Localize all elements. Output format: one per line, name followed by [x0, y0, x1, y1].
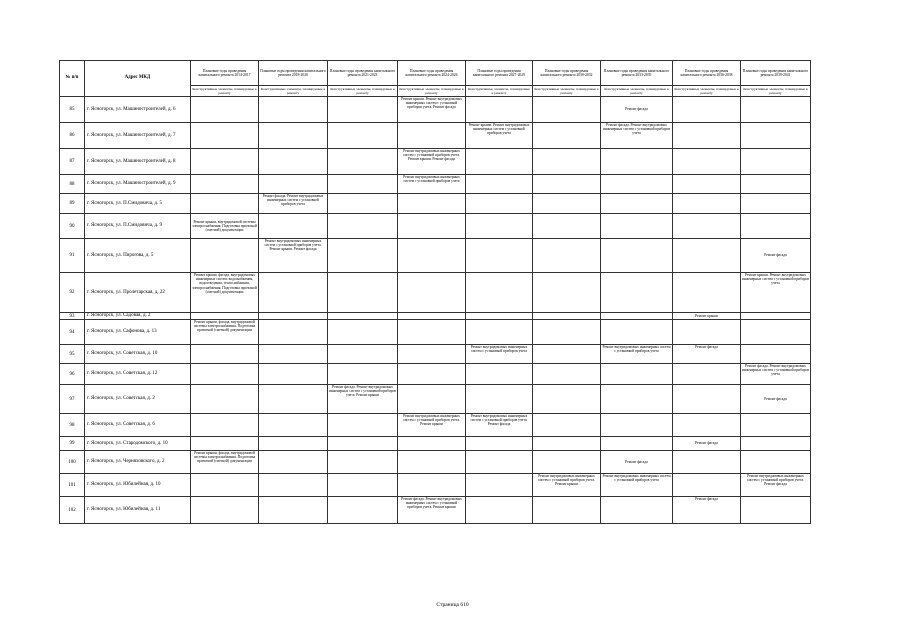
work-cell [741, 451, 811, 474]
row-address: г. Ясногорск, ул. Юбилейная, д. 11 [85, 497, 191, 524]
page-footer: Страница 610 [436, 602, 469, 608]
work-cell [259, 123, 328, 149]
work-cell [191, 239, 259, 273]
work-cell [533, 497, 601, 524]
table-row [60, 123, 811, 149]
period-header: Плановые годы проведения капитального ремонта 2021-2023 [328, 61, 398, 86]
row-address: г. Ясногорск, ул. Сафонова, д. 13 [85, 320, 191, 345]
work-cell [328, 97, 398, 123]
work-cell [191, 149, 259, 175]
work-cell [673, 175, 741, 194]
work-cell [673, 123, 741, 149]
table-row [60, 194, 811, 214]
work-cell [741, 214, 811, 239]
work-cell: Ремонт крыши, фасада, внутридомовых инженерных систем: водоснабжения, водоотведения, теплоснабжения, электроснабжения. Подготовка проектной (сметной) документации [191, 273, 259, 313]
work-cell [533, 385, 601, 414]
work-cell [259, 149, 328, 175]
work-cell [398, 364, 466, 385]
work-cell [328, 474, 398, 497]
work-cell [673, 451, 741, 474]
work-cell [328, 239, 398, 273]
work-cell [328, 313, 398, 320]
subheader-cell: Конструктивные элементы, планируемые к ремонту [192, 87, 257, 95]
work-cell [398, 313, 466, 320]
work-cell: Ремонт фасада [601, 451, 673, 474]
row-number: 89 [60, 194, 85, 214]
work-cell [259, 414, 328, 437]
work-cell: Ремонт внутридомовых инженерных систем с установкой приборов учета. Ремонт крыши [398, 414, 466, 437]
work-cell: Ремонт внутридомовых инженерных систем с установкой приборов учета. Ремонт фасада [741, 474, 811, 497]
table-row [60, 149, 811, 175]
work-cell [673, 364, 741, 385]
work-cell [328, 149, 398, 175]
table-row [60, 437, 811, 451]
work-cell [533, 97, 601, 123]
work-cell [673, 97, 741, 123]
row-number: 86 [60, 123, 85, 149]
row-number: 102 [60, 497, 85, 524]
work-cell [328, 364, 398, 385]
work-cell: Ремонт крыши, фасада, внутридомовой системы электроснабжения. Подготовка проектной (сметной) документации [191, 451, 259, 474]
work-cell [191, 437, 259, 451]
row-address: г. Ясногорск, ул. Черняховского, д. 2 [85, 451, 191, 474]
work-cell [741, 313, 811, 320]
work-cell: Ремонт фасада [673, 345, 741, 364]
period-header: Плановые годы проведения капитального ремонта 2039-2041 [741, 61, 811, 86]
table-row [60, 239, 811, 273]
row-number: 87 [60, 149, 85, 175]
row-number: 98 [60, 414, 85, 437]
work-cell [328, 345, 398, 364]
work-cell [398, 123, 466, 149]
work-cell [601, 239, 673, 273]
work-cell [259, 497, 328, 524]
table-row [60, 313, 811, 320]
row-number: 88 [60, 175, 85, 194]
work-cell [741, 149, 811, 175]
work-cell: Ремонт внутридомовых инженерных систем с установкой приборов учета. Ремонт крыши. Ремонт фасада [259, 239, 328, 273]
work-cell [673, 474, 741, 497]
work-cell [191, 497, 259, 524]
work-cell: Ремонт крыши. Ремонт внутридомовых инженерных систем с установкой приборов учета [466, 123, 533, 149]
work-cell [601, 385, 673, 414]
work-cell [673, 320, 741, 345]
period-header: Плановые годы проведения капитального ремонта 2036-2038 [673, 61, 741, 86]
row-address: г. Ясногорск, ул. Садовая, д. 2 [85, 313, 191, 320]
work-cell [533, 194, 601, 214]
work-cell: Ремонт фасада. Ремонт внутридомовых инженерных систем с установкой приборов учета [601, 123, 673, 149]
work-cell [533, 149, 601, 175]
row-number: 92 [60, 273, 85, 313]
work-cell [398, 239, 466, 273]
work-cell: Ремонт фасада [741, 385, 811, 414]
work-cell: Ремонт фасада [741, 239, 811, 273]
work-cell: Ремонт крыши. Ремонт внутридомовых инженерных систем с установкой приборов учета [741, 273, 811, 313]
table-row [60, 214, 811, 239]
work-cell: Ремонт фасада. Ремонт внутридомовых инженерных систем с установкой приборов учета [741, 364, 811, 385]
table-row [60, 97, 811, 123]
work-cell: Ремонт фасада [673, 437, 741, 451]
work-cell: Ремонт внутридомовых инженерных систем с установкой приборов учета [466, 345, 533, 364]
work-cell [673, 239, 741, 273]
row-number: 96 [60, 364, 85, 385]
work-cell: Ремонт фасада. Ремонт внутридомовых инженерных систем с установкой приборов учета [259, 194, 328, 214]
work-cell [191, 364, 259, 385]
work-cell [673, 149, 741, 175]
work-cell [328, 123, 398, 149]
work-cell [191, 474, 259, 497]
work-cell [533, 364, 601, 385]
work-cell: Ремонт фасада [673, 497, 741, 524]
work-cell [259, 273, 328, 313]
subheader-cell: Конструктивные элементы, планируемые к ремонту [741, 86, 811, 97]
work-cell [741, 345, 811, 364]
work-cell [533, 214, 601, 239]
subheader-cell: Конструктивные элементы, планируемые к ремонту [534, 87, 599, 95]
row-address: г. Ясногорск, ул. Юбилейная, д. 10 [85, 474, 191, 497]
work-cell [466, 451, 533, 474]
work-cell [673, 194, 741, 214]
work-cell [601, 175, 673, 194]
work-cell [328, 414, 398, 437]
row-number: 95 [60, 345, 85, 364]
work-cell [741, 320, 811, 345]
work-cell [673, 273, 741, 313]
subheader-cell: Конструктивные элементы, планируемые к ремонту [399, 87, 464, 95]
work-cell [398, 474, 466, 497]
work-cell [741, 175, 811, 194]
table-row [60, 320, 811, 345]
table-row [60, 385, 811, 414]
work-cell [673, 385, 741, 414]
work-cell [398, 385, 466, 414]
table-row [60, 273, 811, 313]
work-cell: Ремонт внутридомовых инженерных систем с установкой приборов учета. Ремонт фасада [466, 414, 533, 437]
table-row [60, 451, 811, 474]
work-cell [328, 437, 398, 451]
work-cell [259, 214, 328, 239]
row-address: г. Ясногорск, ул. Машиностроителей, д. 8 [85, 149, 191, 175]
work-cell: Ремонт крыши. Ремонт внутридомовых инженерных систем с установкой приборов учета. Ремонт фасада [398, 97, 466, 123]
work-cell [191, 175, 259, 194]
row-address: г. Ясногорск, ул. Пролетарская, д. 22 [85, 273, 191, 313]
work-cell [601, 497, 673, 524]
subheader-cell: Конструктивные элементы, планируемые к ремонту [328, 86, 398, 97]
work-cell [533, 175, 601, 194]
work-cell [601, 437, 673, 451]
work-cell: Ремонт фасада. Ремонт внутридомовых инженерных систем с установкой приборов учета. Ремонт крыши [328, 385, 398, 414]
work-cell [741, 97, 811, 123]
work-cell [673, 214, 741, 239]
work-cell [741, 194, 811, 214]
work-cell [466, 273, 533, 313]
work-cell [673, 414, 741, 437]
document-table [59, 60, 811, 524]
work-cell [466, 175, 533, 194]
row-address: г. Ясногорск, ул. Машиностроителей, д. 9 [85, 175, 191, 194]
work-cell [533, 239, 601, 273]
period-header: Плановые годы проведения капитального ремонта 2030-2032 [533, 61, 601, 86]
row-number: 99 [60, 437, 85, 451]
period-header: Плановые годы проведения капитального ремонта 2024-2026 [398, 61, 466, 86]
work-cell [466, 437, 533, 451]
row-number: 97 [60, 385, 85, 414]
work-cell: Ремонт внутридомовых инженерных систем с установкой приборов учета. Ремонт крыши [533, 474, 601, 497]
work-cell [533, 345, 601, 364]
work-cell [259, 451, 328, 474]
work-cell [191, 385, 259, 414]
work-cell: Ремонт крыши, фасада, внутридомовой системы электроснабжения. Подготовка проектной (сметной) документации [191, 320, 259, 345]
work-cell: Ремонт внутридомовых инженерных систем с установкой приборов учета [398, 175, 466, 194]
work-cell [259, 385, 328, 414]
work-cell [259, 97, 328, 123]
work-cell [328, 451, 398, 474]
work-cell [601, 364, 673, 385]
work-cell: Ремонт внутридомовых инженерных систем с установкой приборов учета [601, 474, 673, 497]
row-number: 85 [60, 97, 85, 123]
work-cell [398, 194, 466, 214]
work-cell [466, 97, 533, 123]
work-cell [259, 313, 328, 320]
work-cell [741, 123, 811, 149]
row-address: г. Ясногорск, ул. Машиностроителей, д. 6 [85, 97, 191, 123]
work-cell [259, 175, 328, 194]
work-cell: Ремонт фасада. Ремонт внутридомовых инженерных систем с установкой приборов учета. Ремонт крыши [398, 497, 466, 524]
row-address: г. Ясногорск, ул. П.Смидовича, д. 5 [85, 194, 191, 214]
row-number: 93 [60, 313, 85, 320]
subheader-cell: Конструктивные элементы, планируемые к ремонту [601, 86, 673, 97]
work-cell [328, 214, 398, 239]
col-address-header: Адрес МКД [85, 61, 191, 97]
subheader-cell: Конструктивные элементы, планируемые к ремонту [259, 86, 328, 97]
work-cell [191, 313, 259, 320]
work-cell [741, 437, 811, 451]
work-cell [601, 414, 673, 437]
table-row [60, 474, 811, 497]
work-cell [466, 320, 533, 345]
work-cell [601, 320, 673, 345]
table-row [60, 364, 811, 385]
work-cell [328, 175, 398, 194]
work-cell [398, 451, 466, 474]
work-cell [328, 320, 398, 345]
row-address: г. Ясногорск, ул. Советская, д. 6 [85, 414, 191, 437]
row-address: г. Ясногорск, ул. Пирогова, д. 5 [85, 239, 191, 273]
row-address: г. Ясногорск, ул. Машиностроителей, д. 7 [85, 123, 191, 149]
work-cell [191, 345, 259, 364]
work-cell [398, 273, 466, 313]
work-cell [466, 313, 533, 320]
work-cell [466, 497, 533, 524]
work-cell [601, 194, 673, 214]
table-row [60, 345, 811, 364]
row-number: 94 [60, 320, 85, 345]
row-number: 100 [60, 451, 85, 474]
work-cell [466, 194, 533, 214]
work-cell [533, 123, 601, 149]
work-cell [328, 497, 398, 524]
work-cell [741, 414, 811, 437]
row-number: 101 [60, 474, 85, 497]
work-cell [259, 474, 328, 497]
subheader-cell: Конструктивные элементы, планируемые к ремонту [674, 87, 739, 95]
work-cell [328, 273, 398, 313]
row-address: г. Ясногорск, ул. П.Смидовича, д. 9 [85, 214, 191, 239]
row-address: г. Ясногорск, ул. Советская, д. 10 [85, 345, 191, 364]
work-cell [259, 320, 328, 345]
work-cell: Ремонт крыши [673, 313, 741, 320]
period-header: Плановые годы проведения капитального ремонта 2018-2020 [259, 61, 328, 86]
work-cell: Ремонт фасада [601, 97, 673, 123]
work-cell [398, 320, 466, 345]
period-header: Плановые годы проведения капитального ремонта 2014-2017 [191, 61, 259, 86]
row-number: 90 [60, 214, 85, 239]
row-number: 91 [60, 239, 85, 273]
work-cell [601, 149, 673, 175]
work-cell [533, 451, 601, 474]
work-cell [533, 414, 601, 437]
col-num-header: № п/п [60, 61, 85, 97]
subheader-cell: Конструктивные элементы, планируемые к ремонту [466, 86, 533, 97]
work-cell [398, 437, 466, 451]
work-cell [191, 123, 259, 149]
work-cell: Ремонт внутридомовых инженерных систем с установкой приборов учета. Ремонт крыши. Ремонт фасада [398, 149, 466, 175]
period-header: Плановые годы проведения капитального ремонта 2027-2029 [466, 61, 533, 86]
row-address: г. Ясногорск, ул. Советская, д. 2 [85, 385, 191, 414]
table-row [60, 414, 811, 437]
work-cell [398, 345, 466, 364]
work-cell [466, 364, 533, 385]
work-cell [466, 385, 533, 414]
work-cell [259, 364, 328, 385]
work-cell [533, 273, 601, 313]
work-cell [191, 194, 259, 214]
work-cell: Ремонт внутридомовых инженерных систем с установкой приборов учета [601, 345, 673, 364]
work-cell [259, 345, 328, 364]
work-cell [533, 437, 601, 451]
work-cell [533, 320, 601, 345]
table-row [60, 497, 811, 524]
work-cell [398, 214, 466, 239]
work-cell [466, 474, 533, 497]
work-cell [191, 414, 259, 437]
work-cell [191, 97, 259, 123]
work-cell [259, 437, 328, 451]
row-address: г. Ясногорск, ул. Советская, д. 12 [85, 364, 191, 385]
work-cell [741, 497, 811, 524]
work-cell [533, 313, 601, 320]
row-address: г. Ясногорск, ул. Стародомского, д. 10 [85, 437, 191, 451]
work-cell [601, 313, 673, 320]
table-header-row [60, 61, 811, 86]
work-cell [328, 194, 398, 214]
work-cell [601, 273, 673, 313]
work-cell [601, 214, 673, 239]
work-cell [466, 149, 533, 175]
period-header: Плановые годы проведения капитального ремонта 2033-2035 [601, 61, 673, 86]
table-row [60, 175, 811, 194]
work-cell [466, 214, 533, 239]
work-cell: Ремонт крыши, внутридомовой системы электроснабжения. Подготовка проектной (сметной) документации [191, 214, 259, 239]
work-cell [466, 239, 533, 273]
